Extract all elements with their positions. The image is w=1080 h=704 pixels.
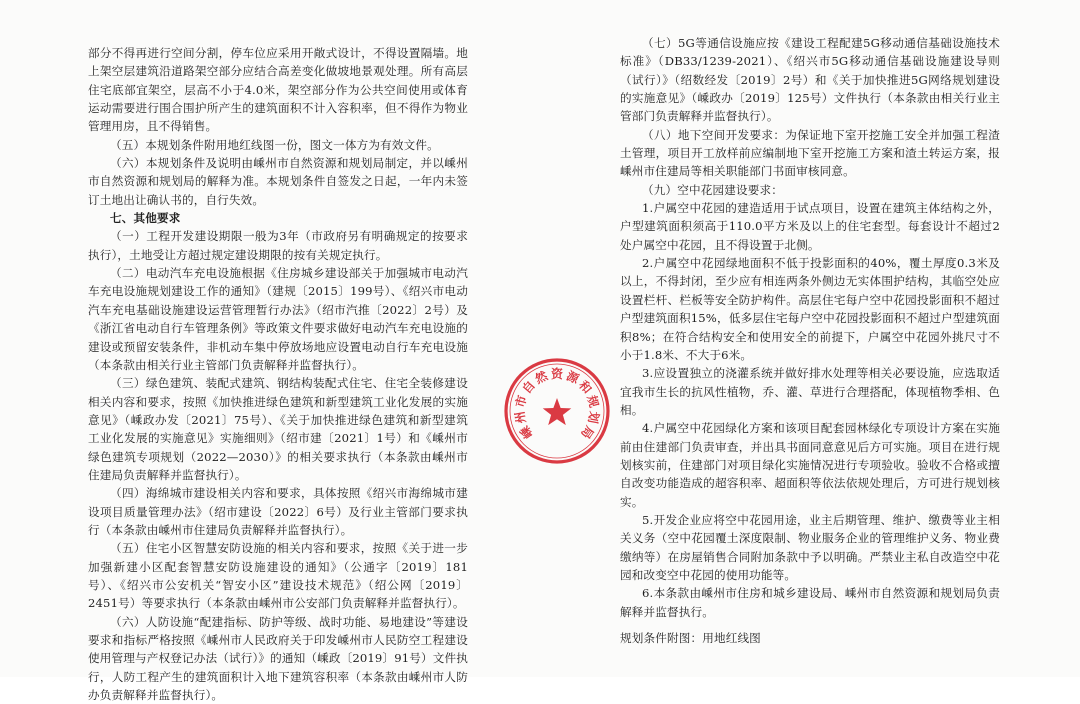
- seal-character: 然: [532, 368, 550, 387]
- paragraph: （五）本规划条件附用地红线图一份，图文一体方为有效文件。: [110, 137, 439, 152]
- seal-character: 和: [576, 378, 595, 397]
- paragraph: 1.户属空中花园的建造适用于试点项目，设置在建筑主体结构之外，户型建筑面积须高于110.0平方米及以上的住宅套型。每套设计不超过2处户属空中花园，且不得设置于北侧。: [620, 201, 1000, 252]
- paragraph: （二）电动汽车充电设施根据《住房城乡建设部关于加强城市电动汽车充电设施规划建设工作的通知》（建规〔2015〕199号）、《绍兴市电动汽车充电基础设施建设运营管理暂行办法》（绍市汽推〔2022〕2号）及《浙江省电动自行车管理条例》等政策文件要求做好电动汽车充电设施的建设或预留安装条件，非机动车集中停放场地应设置电动自行车充电设施（本条款由相关行业主管部门负责解释并监督执行）。: [88, 266, 468, 372]
- paragraph: （三）绿色建筑、装配式建筑、钢结构装配式住宅、住宅全装修建设相关内容和要求，按照《加快推进绿色建筑和新型建筑工业化发展的实施意见》（嵊政办发〔2021〕75号）、《关于加快推进绿色建筑和新型建筑工业化发展的实施意见》实施细则》（绍市建〔2021〕1号）和《嵊州市绿色建筑专项规划（2022—2030）》的相关要求执行（本条款由嵊州市住建局负责解释并监督执行）。: [88, 376, 468, 482]
- paragraph: 2.户属空中花园绿地面积不低于投影面积的40%，覆土厚度0.3米及以上，不得封闭，至少应有相连两条外侧边无实体围护结构，其临空处应设置栏杆、栏板等安全防护构件。高层住宅每户空中花园投影面积不超过户型建筑面积15%，低多层住宅每户空中花园投影面积不超过户型建筑面积8%；在符合结构安全和使用安全的前提下，户属空中花园外挑尺寸不小于1.8米、不大于6米。: [620, 256, 1000, 362]
- paragraph: （四）海绵城市建设相关内容和要求，具体按照《绍兴市海绵城市建设项目质量管理办法》（绍市建设〔2022〕6号）及行业主管部门要求执行（本条款由嵊州市住建局负责解释并监督执行）。: [88, 486, 468, 537]
- seal-character: 规: [584, 393, 602, 410]
- seal-character: 自: [519, 378, 538, 397]
- star-icon: [543, 398, 572, 425]
- official-seal-stamp: [502, 356, 612, 466]
- seal-character: 市: [512, 393, 530, 410]
- paragraph: （五）住宅小区智慧安防设施的相关内容和要求，按照《关于进一步加强新建小区配套智慧安防设施建设的通知》（公通字〔2019〕181号）、《绍兴市公安机关“智安小区”建设技术规范》（绍公网〔2019〕2451号）等要求执行（本条款由嵊州市公安部门负责解释并监督执行）。: [88, 541, 468, 611]
- seal-character: 资: [550, 367, 564, 381]
- paragraph: 4.户属空中花园绿化方案和该项目配套园林绿化专项设计方案在实施前由住建部门负责审查，并出具书面同意意见后方可实施。项目在进行规划核实前，住建部门对项目绿化实施情况进行专项验收。验收不合格或擅自改变功能造成的超容积率、超面积等依法依规处理后，方可进行规划核实。: [620, 421, 1000, 509]
- section-heading: 七、其他要求: [110, 211, 181, 226]
- paragraph: 部分不得再进行空间分割，停车位应采用开敞式设计，不得设置隔墙。地上架空层建筑沿道路架空部分应结合高差变化做坡地景观处理。所有高层住宅底部宜架空，层高不小于4.0米，架空部分作为公共空间使用或体育运动需要进行围合围护所产生的建筑面积不计入容积率，但不得作为物业管理用房，且不得销售。: [88, 46, 468, 134]
- paragraph: 6.本条款由嵊州市住房和城乡建设局、嵊州市自然资源和规划局负责解释并监督执行。: [620, 586, 1000, 619]
- seal-character: 划: [585, 410, 602, 425]
- seal-character: 源: [564, 368, 582, 387]
- paragraph: （一）工程开发建设期限一般为3年（市政府另有明确规定的按要求执行），土地受让方超过规定建设期限的按有关规定执行。: [88, 229, 468, 262]
- right-text-column: [620, 34, 1000, 647]
- paragraph: （八）地下空间开发要求：为保证地下室开挖施工安全并加强工程渣土管理，项目开工放样前应编制地下室开挖施工方案和渣土转运方案，报嵊州市住建局等相关职能部门书面审核同意。: [620, 127, 1000, 179]
- seal-character: 嵊: [517, 423, 536, 442]
- paragraph: （七）5G等通信设施应按《建设工程配建5G移动通信基础设施技术标准》（DB33/1239-2021）、《绍兴市5G移动通信基础设施建设导则（试行）》（绍数经发〔2019〕2号）和《关于加快推进5G网络规划建设的实施意见》（嵊政办〔2019〕125号）文件执行（本条款由相关行业主管部门负责解释并监督执行）。: [620, 36, 1000, 124]
- paragraph: 3.应设置独立的浇灌系统并做好排水处理等相关必要设施，应选取适宜我市生长的抗风性植物，乔、灌、草进行合理搭配，体现植物季相、色相。: [620, 366, 1000, 417]
- attachment-note: 规划条件附图：用地红线图: [620, 631, 761, 645]
- seal-character: 州: [512, 410, 529, 425]
- paragraph: （六）人防设施“配建指标、防护等级、战时功能、易地建设”等建设要求和指标严格按照《嵊州市人民政府关于印发嵊州市人民防空工程建设使用管理与产权登记办法（试行）》的通知（嵊政〔2019〕91号）文件执行，人防工程产生的建筑面积计入地下建筑容积率（本条款由嵊州市人防办负责解释并监督执行）。: [88, 614, 468, 703]
- paragraph: 5.开发企业应将空中花园用途，业主后期管理、维护、缴费等业主相关义务（空中花园覆土深度限制、物业服务企业的管理维护义务、物业费缴纳等）在房屋销售合同附加条款中予以明确。严禁业主私自改造空中花园和改变空中花园的使用功能等。: [620, 512, 1000, 582]
- paragraph: （六）本规划条件及说明由嵊州市自然资源和规划局制定，并以嵊州市自然资源和规划局的解释为准。本规划条件自签发之日起，一年内未签订土地出让确认书的，自行失效。: [88, 156, 468, 207]
- left-text-column: [88, 44, 468, 704]
- seal-character: 局: [578, 423, 597, 442]
- subsection-heading: （九）空中花园建设要求：: [642, 182, 783, 197]
